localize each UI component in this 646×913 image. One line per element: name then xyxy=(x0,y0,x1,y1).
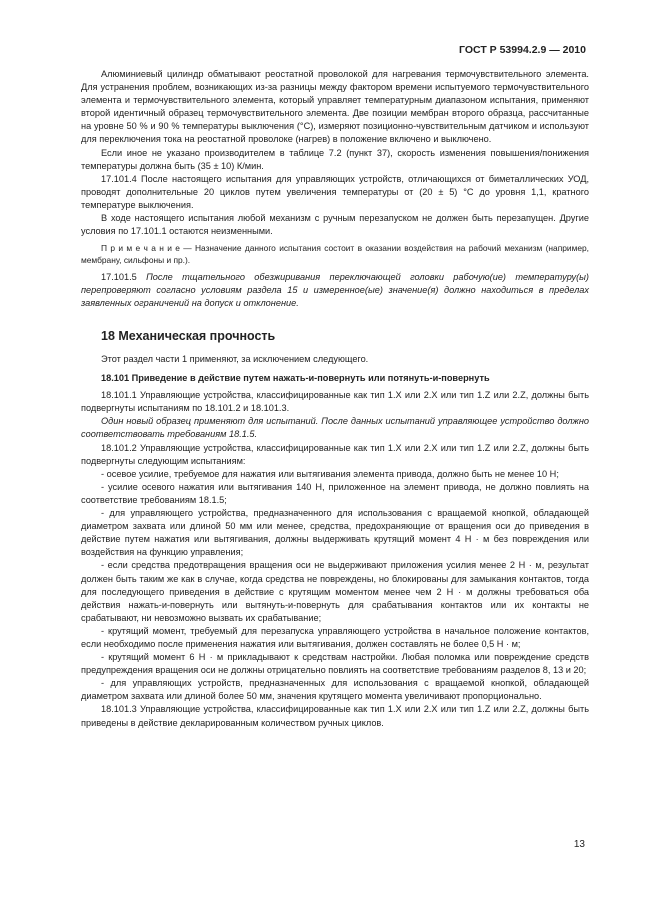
note-text: — Назначение данного испытания состоит в оказании воздействия на рабочий механизм (например, мембрану, сильфоны и пр.). xyxy=(81,243,589,266)
paragraph-temperature-rate: Если иное не указано производителем в таблице 7.2 (пункт 37), скорость изменения повышения/понижения температуры должна быть (35 ± 10) К/мин. xyxy=(81,147,589,171)
clause-text-17-101-5: После тщательного обезжиривания переключающей головки рабочую(ие) температуру(ы) перепроверяют согласно условиям раздела 15 и измеренное(ые) значение(я) должно находиться в пределах заявленных ограничений на допуск и отклонение. xyxy=(81,271,589,308)
list-item: - крутящий момент 6 Н · м прикладывают к средствам настройки. Любая поломка или повреждение средств предупреждения вращения оси не должны отрицательно повлиять на соответствие требованиям разделов 8, 13 и 20; xyxy=(81,652,589,676)
clause-number-17-101-5: 17.101.5 xyxy=(101,271,137,282)
document-header: ГОСТ Р 53994.2.9 — 2010 xyxy=(459,44,586,56)
paragraph-18-101-2: 18.101.2 Управляющие устройства, классифицированные как тип 1.X или 2.X или тип 1.Z или 2.Z, должны быть подвергнуты следующим испытаниям: xyxy=(81,442,589,466)
page-number: 13 xyxy=(573,839,585,850)
list-item: - если средства предотвращения вращения оси не выдерживают приложения усилия менее 2 Н · м, результат должен быть таким же как в случае, когда средства не повреждены, но блокированы для замыкания контактов, тогда для последующего приведения в действие с крутящим моментом менее чем 2 Н · м должны требоваться оба действия нажать-и-повернуть или вытянуть-и-повернуть для срабатывания контактов или их контакты не срабатывают, ни невозможно вызвать их срабатывание; xyxy=(81,560,589,623)
document-body xyxy=(81,68,589,730)
paragraph-18-101-3: 18.101.3 Управляющие устройства, классифицированные как тип 1.X или 2.X или тип 1.Z или 2.Z, должны быть приведены в действие декларированным количеством ручных циклов. xyxy=(81,704,589,728)
section-18-intro: Этот раздел части 1 применяют, за исключением следующего. xyxy=(101,354,369,364)
subsection-heading-18-101: 18.101 Приведение в действие путем нажать-и-повернуть или потянуть-и-повернуть xyxy=(101,373,490,384)
list-item: - для управляющих устройств, предназначенных для использования с вращаемой кнопкой, обладающей диаметром захвата или длиной более 50 мм, значения крутящего момента увеличивают пропорционально. xyxy=(81,678,589,702)
section-heading-18: 18 Механическая прочность xyxy=(101,328,276,343)
list-item: - усилие осевого нажатия или вытягивания 140 Н, приложенное на элемент привода, не должно повлиять на соответствие требованиям 18.1.5; xyxy=(81,481,589,505)
list-item: - крутящий момент, требуемый для перезапуска управляющего устройства в начальное положение контактов, если необходимо после применения нажатия или вытягивания, должен составлять не более 0,5 Н · м; xyxy=(81,625,589,649)
paragraph-18-101-1-italic: Один новый образец применяют для испытаний. После данных испытаний управляющее устройство должно соответствовать требованиям 18.1.5. xyxy=(81,416,589,440)
list-item: - осевое усилие, требуемое для нажатия или вытягивания элемента привода, должно быть не менее 10 Н; xyxy=(101,468,559,479)
paragraph-manual-reset: В ходе настоящего испытания любой механизм с ручным перезапуском не должен быть перезапущен. Другие условия по 17.101.1 остаются неизменными. xyxy=(81,213,589,237)
note-paragraph xyxy=(81,242,589,266)
list-item: - для управляющего устройства, предназначенного для использования с вращаемой кнопкой, обладающей диаметром захвата или длиной 50 мм или менее, средства, предохраняющие от вращения оси до приведения в действие путем нажатия или вытягивания, должны выдерживать крутящий момент 4 Н · м без повреждения или воздействия на функцию управления; xyxy=(81,508,589,558)
paragraph-17-101-5 xyxy=(81,271,589,310)
paragraph-18-101-1: 18.101.1 Управляющие устройства, классифицированные как тип 1.X или 2.X или тип 1.Z или 2.Z, должны быть подвергнуты испытаниям по 18.101.2 и 18.101.3. xyxy=(81,390,589,414)
paragraph-aluminium-cylinder: Алюминиевый цилиндр обматывают реостатной проволокой для нагревания термочувствительного элемента. Для устранения проблем, возникающих из-за разницы между фактором времени испытуемого термочувствительного элемента и термочувствительного элемента, который управляет температурным диапазоном испытания, применяют второй идентичный образец термочувствительного элемента. Две позиции мембран второго образца, рассчитанные на уровне 50 % и 90 % температуры выключения (°С), измеряют позиционно-чувствительным датчиком и используют для переключения тока на реостатной проволоке (нагрев) в положение включено и выключено. xyxy=(81,69,589,145)
note-label: П р и м е ч а н и е xyxy=(101,243,180,254)
paragraph-17-101-4: 17.101.4 После настоящего испытания для управляющих устройств, отличающихся от биметаллических УОД, проводят дополнительные 20 циклов путем увеличения температуры от (20 ± 5) °С до уровня 1,1, кратного температуре выключения. xyxy=(81,173,589,210)
